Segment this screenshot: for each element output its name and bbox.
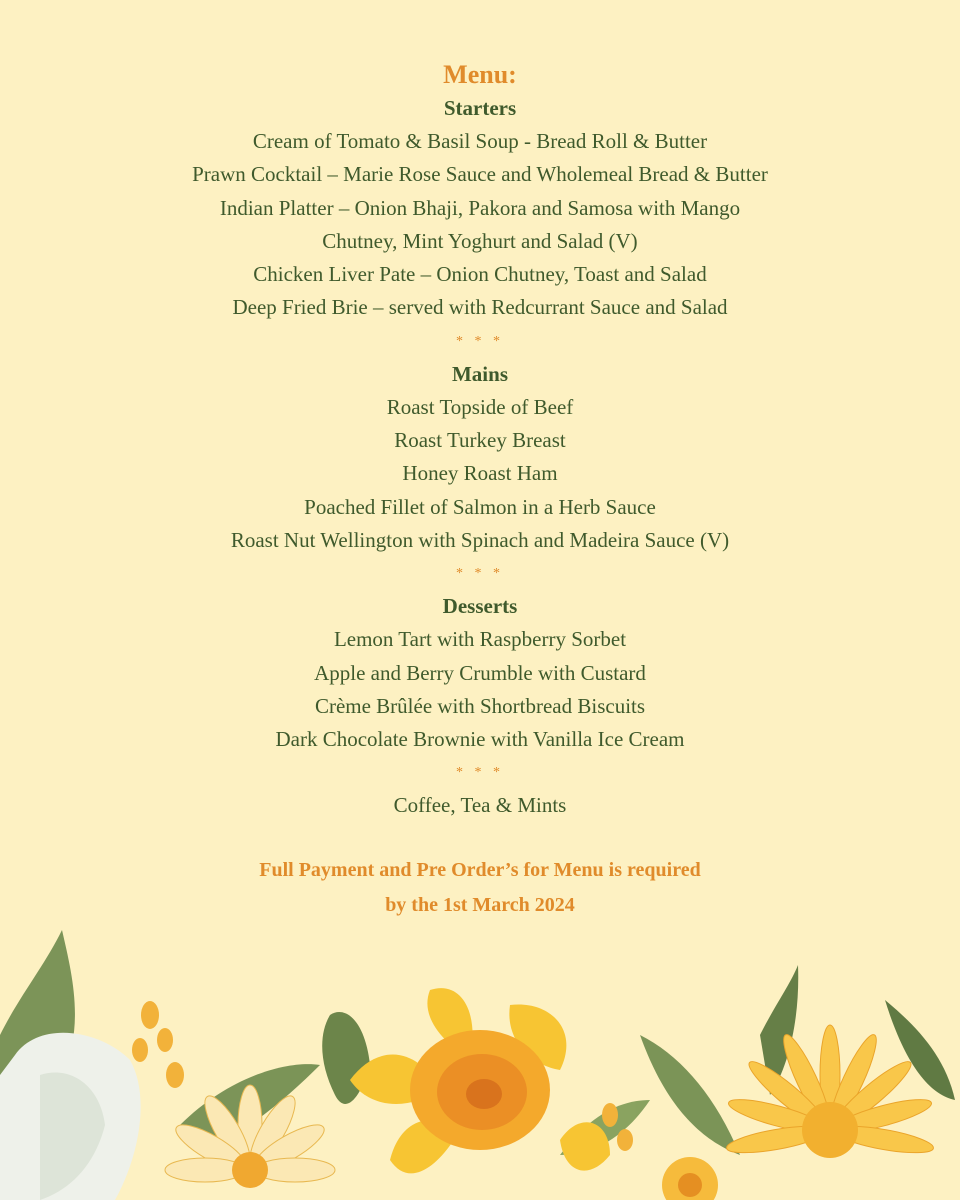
magnolia-icon [0, 1033, 141, 1200]
flower-icon [662, 1157, 718, 1200]
payment-notice-line: Full Payment and Pre Order’s for Menu is required [259, 858, 701, 881]
payment-notice [0, 853, 960, 923]
menu-item: Chicken Liver Pate – Onion Chutney, Toast and Salad [253, 262, 707, 287]
daisy-icon [165, 1085, 335, 1188]
closing-line: Coffee, Tea & Mints [393, 793, 567, 818]
section-separator: * * * [456, 765, 504, 781]
starters-heading: Starters [443, 96, 517, 120]
menu-item: Roast Topside of Beef [386, 394, 574, 419]
menu-item: Roast Turkey Breast [394, 428, 566, 453]
menu-item: Deep Fried Brie – served with Redcurrant Sauce and Salad [232, 295, 728, 320]
mains-heading: Mains [451, 361, 508, 386]
section-separator: * * * [456, 566, 504, 582]
menu-title: Menu: [443, 60, 517, 89]
menu [0, 58, 960, 923]
menu-item: Crème Brûlée with Shortbread Biscuits [314, 693, 646, 718]
menu-item: Lemon Tart with Raspberry Sorbet [333, 627, 627, 652]
payment-notice-line: by the 1st March 2024 [385, 893, 575, 916]
desserts-heading: Desserts [442, 594, 518, 619]
menu-item: Poached Fillet of Salmon in a Herb Sauce [304, 494, 656, 519]
section-separator: * * * [456, 333, 504, 349]
menu-item: Cream of Tomato & Basil Soup - Bread Roll & Butter [252, 129, 708, 153]
menu-item: Indian Platter – Onion Bhaji, Pakora and Samosa with Mango [219, 195, 741, 220]
watercolor-daffodils-border-icon [0, 925, 960, 1200]
menu-item: Honey Roast Ham [402, 461, 558, 486]
menu-item: Roast Nut Wellington with Spinach and Madeira Sauce (V) [230, 527, 730, 552]
daffodil-icon [350, 988, 610, 1173]
menu-item: Dark Chocolate Brownie with Vanilla Ice Cream [275, 727, 685, 752]
menu-item: Prawn Cocktail – Marie Rose Sauce and Wholemeal Bread & Butter [192, 162, 768, 187]
menu-item: Apple and Berry Crumble with Custard [314, 660, 646, 685]
menu-item: Chutney, Mint Yoghurt and Salad (V) [322, 228, 638, 253]
